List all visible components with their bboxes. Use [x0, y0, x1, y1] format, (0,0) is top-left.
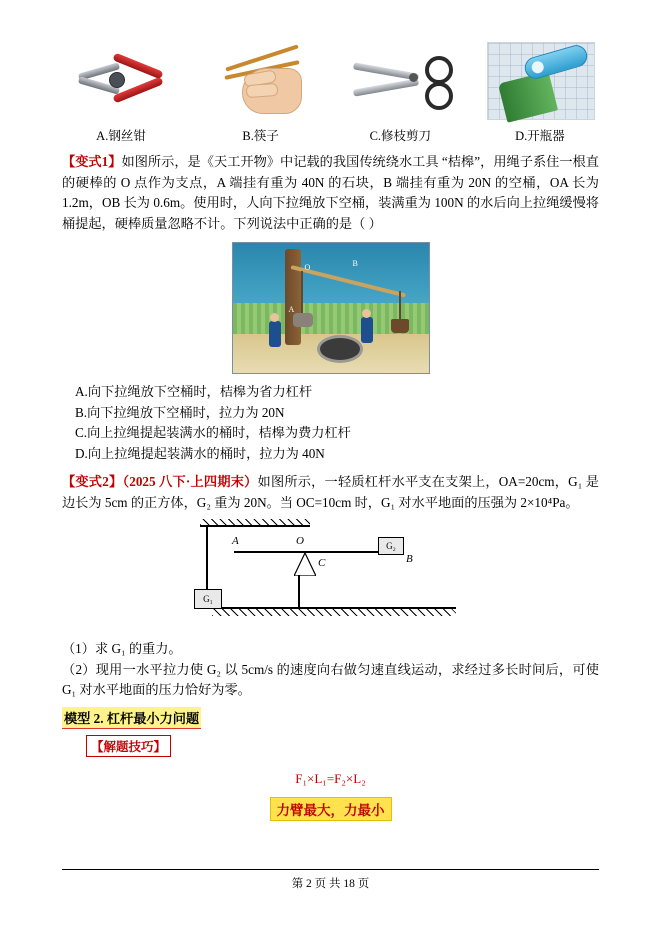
question-2-text: 如图所示，一轻质杠杆水平支在支架上，OA=20cm，G₁ 是边长为 5cm 的正方体，G₂ 重为 20N。当 OC=10cm 时，G₁ 对水平地面的压强为 2×10⁴Pa。 [62, 474, 599, 510]
tool-option-a [62, 38, 180, 144]
question-2-sub-2: （2）现用一水平拉力使 G₂ 以 5cm/s 的速度向右做匀速直线运动，求经过多长时间后，可使 G₁ 对水平地面的压力恰好为零。 [62, 661, 599, 697]
question-2-source: （2025 八下·上四期末） [122, 474, 258, 489]
point-label-b: B [406, 553, 413, 565]
figure-label-a: A [288, 305, 295, 314]
conclusion-highlight: 力臂最大，力最小 [270, 797, 392, 821]
question-2-paragraph [62, 472, 599, 513]
chopsticks-icon [202, 38, 320, 120]
model-2-section [62, 701, 599, 729]
question-1-option-a: A.向下拉绳放下空桶时，桔槔为省力杠杆 [75, 384, 313, 399]
question-1-tag: 【变式1】 [62, 154, 122, 169]
block-g2: G₂ [378, 537, 404, 555]
tool-option-b [202, 38, 320, 144]
point-label-c: C [318, 557, 326, 569]
question-1-option-c: C.向上拉绳提起装满水的桶时，桔槔为费力杠杆 [75, 425, 351, 440]
tool-option-d [481, 38, 599, 144]
tool-option-c [341, 38, 459, 144]
tool-label-a: A.钢丝钳 [96, 129, 146, 143]
page-number: 第 2 页 共 18 页 [291, 878, 370, 890]
question-1-text: 如图所示，是《天工开物》中记载的我国传统绕水工具 “桔槔”，用绳子系住一根直的硬棒的 O 点作为支点，A 端挂有重为 40N 的石块，B 端挂有重为 20N 的空桶，OA 长为 1.2m，OB 长为 0.6m。使用时，人向下拉绳放下空桶，装满重为 100N 的水后向上拉绳缓慢将桶提起，硬棒质量忽略不计。下列说法中正确的是（ ） [62, 154, 599, 231]
question-1-paragraph [62, 152, 599, 234]
conclusion-row [62, 797, 599, 821]
tool-label-d: D.开瓶器 [515, 129, 565, 143]
tool-label-b: B.筷子 [242, 129, 279, 143]
figure-label-b: B [352, 259, 358, 268]
point-label-o: O [296, 535, 304, 547]
formula-text: F₁×L₁=F₂×L₂ [295, 770, 366, 786]
figure-label-o: O [304, 263, 311, 272]
question-1-option-b: B.向下拉绳放下空桶时，拉力为 20N [75, 404, 285, 420]
page-footer [0, 875, 661, 891]
tool-image-row [62, 44, 599, 144]
question-2-tag: 【变式2】 [62, 474, 123, 489]
bottle-opener-icon [481, 38, 599, 120]
scissors-icon [341, 38, 459, 120]
technique-box-label: 【解题技巧】 [86, 735, 171, 757]
block-g1: G₁ [194, 589, 222, 609]
technique-row [62, 729, 599, 757]
lever-diagram [182, 521, 482, 629]
jiegao-figure [232, 242, 430, 374]
question-1-option-d: D.向上拉绳提起装满水的桶时，拉力为 40N [75, 445, 325, 461]
point-label-a: A [232, 535, 239, 547]
question-2-sub-1: （1）求 G₁ 的重力。 [62, 641, 182, 656]
model-2-heading: 模型 2. 杠杆最小力问题 [62, 707, 201, 729]
pliers-icon [62, 38, 180, 120]
tool-label-c: C.修枝剪刀 [369, 129, 432, 143]
